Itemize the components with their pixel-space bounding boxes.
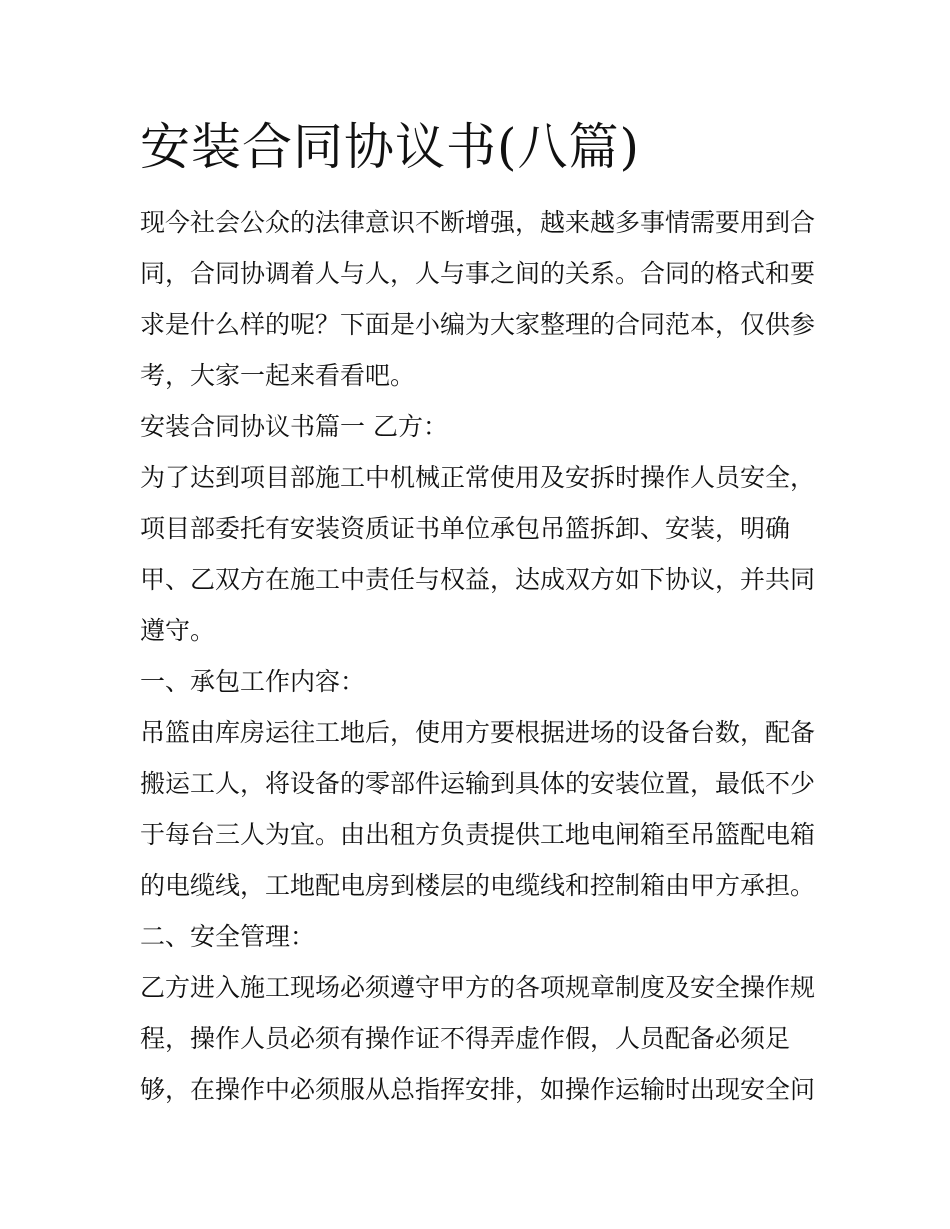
body-line: 程，操作人员必须有操作证不得弄虚作假，人员配备必须足 [140,1024,791,1053]
body-line: 考，大家一起来看看吧。 [140,361,416,390]
body-line: 项目部委托有安装资质证书单位承包吊篮拆卸、安装，明确 [140,514,791,543]
body-line: 同，合同协调着人与人，人与事之间的关系。合同的格式和要 [140,259,816,288]
section-heading-work-content: 一、承包工作内容： [140,667,366,696]
body-line: 的电缆线，工地配电房到楼层的电缆线和控制箱由甲方承担。 [140,871,816,900]
body-line: 吊篮由库房运往工地后，使用方要根据进场的设备台数，配备 [140,718,816,747]
document-title: 安装合同协议书(八篇) [140,118,641,176]
body-line: 搬运工人，将设备的零部件运输到具体的安装位置，最低不少 [140,769,816,798]
body-line: 现今社会公众的法律意识不断增强，越来越多事情需要用到合 [140,208,816,237]
section-heading-safety-management: 二、安全管理： [140,922,316,951]
body-line: 求是什么样的呢？下面是小编为大家整理的合同范本，仅供参 [140,310,816,339]
body-line: 为了达到项目部施工中机械正常使用及安拆时操作人员安全， [140,463,816,492]
body-line: 够，在操作中必须服从总指挥安排，如操作运输时出现安全问 [140,1075,816,1104]
body-line: 遵守。 [140,616,216,645]
section-heading-chapter-1: 安装合同协议书篇一 乙方： [140,412,448,441]
body-line: 于每台三人为宜。由出租方负责提供工地电闸箱至吊篮配电箱 [140,820,816,849]
body-line: 甲、乙双方在施工中责任与权益，达成双方如下协议，并共同 [140,565,816,594]
document-body [140,197,820,1115]
body-line: 乙方进入施工现场必须遵守甲方的各项规章制度及安全操作规 [140,973,816,1002]
